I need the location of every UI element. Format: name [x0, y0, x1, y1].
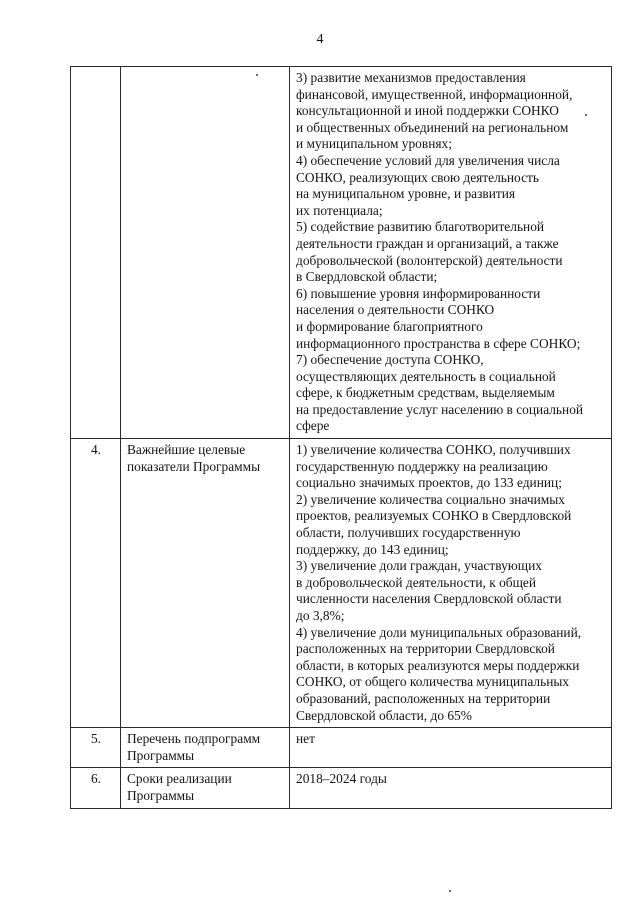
row-content-line: социально значимых проектов, до 133 единиц; — [296, 475, 562, 491]
row-content-line: 4) обеспечение условий для увеличения числа — [296, 152, 560, 168]
row-content-cell — [290, 439, 612, 728]
row-content-line: поддержку, до 143 единиц; — [296, 541, 449, 557]
row-content-line: СОНКО, от общего количества муниципальных — [296, 674, 570, 690]
row-content-line: в Свердловской области; — [296, 269, 438, 285]
row-number-cell — [71, 728, 121, 768]
table-row — [71, 728, 612, 768]
row-content-line: информационного пространства в сфере СОНКО; — [296, 335, 581, 351]
table-row — [71, 439, 612, 728]
row-content-line: и формирование благоприятного — [296, 318, 483, 334]
table-row — [71, 67, 612, 439]
row-name-line: Сроки реализации — [127, 771, 232, 787]
row-number-cell — [71, 67, 121, 439]
row-content-line: 3) развитие механизмов предоставления — [296, 70, 526, 85]
row-number: 4. — [90, 442, 102, 458]
row-content-line: деятельности граждан и организаций, а также — [296, 235, 559, 251]
table-row — [71, 768, 612, 808]
row-content-line: их потенциала; — [296, 202, 383, 218]
row-name-line: Программы — [127, 787, 195, 803]
row-content-cell — [290, 728, 612, 768]
program-passport-table — [70, 66, 612, 809]
row-content-line: до 3,8%; — [296, 608, 345, 623]
row-name-cell — [121, 728, 290, 768]
row-content-line: на муниципальном уровне, и развития — [296, 186, 516, 202]
scan-speck-3 — [449, 890, 451, 892]
row-number: 6. — [90, 771, 102, 787]
row-content-line: 2018–2024 годы — [296, 771, 387, 787]
row-content-line: на предоставление услуг населению в социальной — [296, 401, 584, 417]
scan-speck-2 — [585, 114, 587, 116]
row-name-cell — [121, 439, 290, 728]
row-name-cell — [121, 67, 290, 439]
row-name-cell — [121, 768, 290, 808]
row-content-line: расположенных на территории Свердловской — [296, 641, 555, 657]
row-content-cell — [290, 67, 612, 439]
row-content-cell — [290, 768, 612, 808]
row-content-line: населения о деятельности СОНКО — [296, 302, 495, 318]
row-number-cell — [71, 768, 121, 808]
row-content-line: области, в которых реализуются меры поддержки — [296, 657, 580, 673]
row-content-line: 1) увеличение количества СОНКО, получивших — [296, 442, 571, 458]
row-content-line: сфере — [296, 418, 330, 434]
row-content-line: 4) увеличение доли муниципальных образований, — [296, 624, 582, 640]
row-content-line: консультационной и иной поддержки СОНКО — [296, 103, 559, 119]
page-number: 4 — [316, 32, 324, 47]
row-content-line: Свердловской области, до 65% — [296, 707, 472, 723]
row-content-line: 5) содействие развитию благотворительной — [296, 219, 545, 235]
row-content-line: и общественных объединений на региональном — [296, 119, 569, 135]
row-content-line: численности населения Свердловской области — [296, 591, 562, 607]
row-content-line: образований, расположенных на территории — [296, 690, 551, 706]
row-name-line: Важнейшие целевые — [127, 442, 246, 458]
row-content-line: и муниципальном уровнях; — [296, 136, 452, 152]
row-name-line: Перечень подпрограмм — [127, 731, 261, 747]
row-name-line: показатели Программы — [127, 458, 261, 474]
row-content-line: государственную поддержку на реализацию — [296, 458, 548, 474]
row-content-line: 6) повышение уровня информированности — [296, 285, 541, 301]
row-content-line: нет — [296, 731, 315, 747]
row-content-line: СОНКО, реализующих свою деятельность — [296, 169, 539, 185]
row-content-line: 7) обеспечение доступа СОНКО, — [296, 352, 484, 368]
row-name-line: Программы — [127, 747, 195, 763]
row-content-line: осуществляющих деятельность в социальной — [296, 368, 556, 384]
row-content-line: финансовой, имущественной, информационной, — [296, 86, 573, 102]
scan-speck-1 — [256, 74, 258, 76]
row-content-line: в добровольческой деятельности, к общей — [296, 574, 537, 590]
row-content-line: сфере, к бюджетным средствам, выделяемым — [296, 385, 555, 401]
row-content-line: области, получивших государственную — [296, 525, 521, 541]
row-content-line: 2) увеличение количества социально значимых — [296, 491, 565, 507]
row-number: 5. — [90, 731, 102, 747]
table-body — [71, 67, 612, 809]
row-content-line: 3) увеличение доли граждан, участвующих — [296, 558, 542, 574]
row-number-cell — [71, 439, 121, 728]
row-content-line: проектов, реализуемых СОНКО в Свердловской — [296, 508, 572, 524]
row-content-line: добровольческой (волонтерской) деятельности — [296, 252, 563, 268]
